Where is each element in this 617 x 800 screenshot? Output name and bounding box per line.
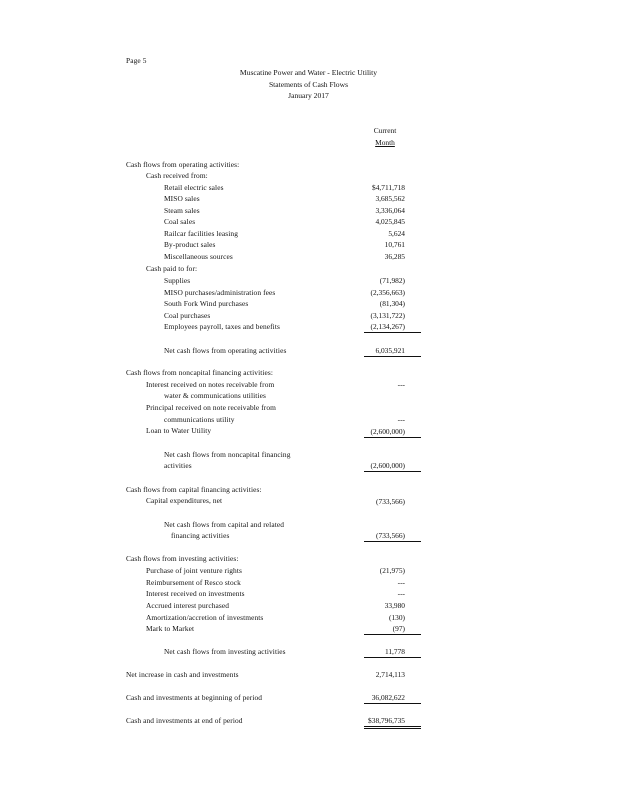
net-increase-value: 2,714,113 — [375, 670, 405, 679]
report-subtitle: Statements of Cash Flows — [268, 80, 349, 89]
noncapital-item-value: (2,600,000) — [370, 427, 405, 436]
noncapital-item-value: --- — [397, 415, 405, 424]
received-item-value: 36,285 — [384, 252, 405, 261]
paid-item-label: South Fork Wind purchases — [164, 299, 249, 308]
investing-item-value: --- — [397, 589, 405, 598]
investing-item-value: (97) — [392, 624, 405, 633]
total-rule — [364, 657, 421, 658]
capital-item-label: Capital expenditures, net — [146, 496, 223, 505]
subtotal-rule — [364, 634, 421, 635]
received-item-value: 5,624 — [388, 229, 405, 238]
investing-item-label: Accrued interest purchased — [146, 601, 230, 610]
net-operating-label: Net cash flows from operating activities — [164, 346, 287, 355]
subtotal-rule — [364, 437, 421, 438]
noncapital-item-value: --- — [397, 380, 405, 389]
column-header-current: Current — [373, 126, 397, 135]
investing-item-label: Mark to Market — [146, 624, 195, 633]
noncapital-item-label-cont: communications utility — [164, 415, 235, 424]
investing-item-label: Purchase of joint venture rights — [146, 566, 242, 575]
noncapital-heading: Cash flows from noncapital financing activities: — [126, 368, 274, 377]
received-item-value: 10,761 — [384, 240, 405, 249]
subtotal-rule — [364, 332, 421, 333]
report-title: Muscatine Power and Water - Electric Utility — [239, 68, 378, 77]
beginning-balance-value: 36,082,622 — [371, 693, 405, 702]
received-item-label: Retail electric sales — [164, 183, 224, 192]
beginning-balance-label: Cash and investments at beginning of period — [126, 693, 263, 702]
paid-item-label: Coal purchases — [164, 311, 211, 320]
total-rule — [364, 541, 421, 542]
net-noncapital-value: (2,600,000) — [370, 461, 405, 470]
paid-item-value: (81,304) — [379, 299, 405, 308]
paid-item-label: Employees payroll, taxes and benefits — [164, 322, 280, 331]
received-item-value: 3,336,064 — [375, 206, 405, 215]
capital-heading: Cash flows from capital financing activities: — [126, 485, 262, 494]
noncapital-item-label: Principal received on note receivable from — [146, 403, 276, 412]
net-capital-value: (733,566) — [376, 531, 405, 540]
investing-heading: Cash flows from investing activities: — [126, 554, 239, 563]
total-rule — [364, 471, 421, 472]
received-item-value: 3,685,562 — [375, 194, 405, 203]
received-item-label: Steam sales — [164, 206, 200, 215]
received-heading: Cash received from: — [146, 171, 208, 180]
paid-item-label: Supplies — [164, 276, 191, 285]
paid-item-value: (3,131,722) — [370, 311, 405, 320]
received-item-label: Railcar facilities leasing — [164, 229, 239, 238]
noncapital-item-label: Interest received on notes receivable from — [146, 380, 275, 389]
ending-balance-value: $38,796,735 — [368, 716, 405, 725]
net-operating-value: 6,035,921 — [375, 346, 405, 355]
net-noncapital-label-cont: activities — [164, 461, 192, 470]
net-increase-label: Net increase in cash and investments — [126, 670, 239, 679]
net-noncapital-label: Net cash flows from noncapital financing — [164, 450, 291, 459]
paid-item-label: MISO purchases/administration fees — [164, 288, 276, 297]
investing-item-value: (130) — [388, 613, 405, 622]
received-item-label: MISO sales — [164, 194, 200, 203]
paid-item-value: (2,356,663) — [370, 288, 405, 297]
net-investing-value: 11,778 — [384, 647, 405, 656]
investing-item-label: Reimbursement of Resco stock — [146, 578, 241, 587]
noncapital-item-label-cont: water & communications utilities — [164, 391, 266, 400]
investing-item-label: Interest received on investments — [146, 589, 245, 598]
received-item-label: Coal sales — [164, 217, 196, 226]
received-item-value: 4,025,845 — [375, 217, 405, 226]
received-item-label: Miscellaneous sources — [164, 252, 233, 261]
grand-total-double-rule — [364, 726, 421, 729]
investing-item-value: 33,980 — [384, 601, 405, 610]
received-item-label: By-product sales — [164, 240, 216, 249]
paid-item-value: (71,982) — [379, 276, 405, 285]
report-period: January 2017 — [288, 91, 329, 100]
total-rule — [364, 356, 421, 357]
net-capital-label-cont: financing activities — [171, 531, 230, 540]
received-item-value: $4,711,718 — [372, 183, 405, 192]
capital-item-value: (733,566) — [376, 497, 405, 506]
operating-heading: Cash flows from operating activities: — [126, 160, 240, 169]
net-capital-label: Net cash flows from capital and related — [164, 520, 285, 529]
paid-item-value: (2,134,267) — [370, 322, 405, 331]
investing-item-value: (21,975) — [379, 566, 405, 575]
column-header-month: Month — [375, 138, 395, 147]
investing-item-value: --- — [397, 578, 405, 587]
net-investing-label: Net cash flows from investing activities — [164, 647, 286, 656]
ending-balance-label: Cash and investments at end of period — [126, 716, 243, 725]
subtotal-rule — [364, 703, 421, 704]
paid-heading: Cash paid to for: — [146, 264, 198, 273]
noncapital-item-label: Loan to Water Utility — [146, 426, 212, 435]
page-label: Page 5 — [126, 56, 147, 65]
investing-item-label: Amortization/accretion of investments — [146, 613, 264, 622]
